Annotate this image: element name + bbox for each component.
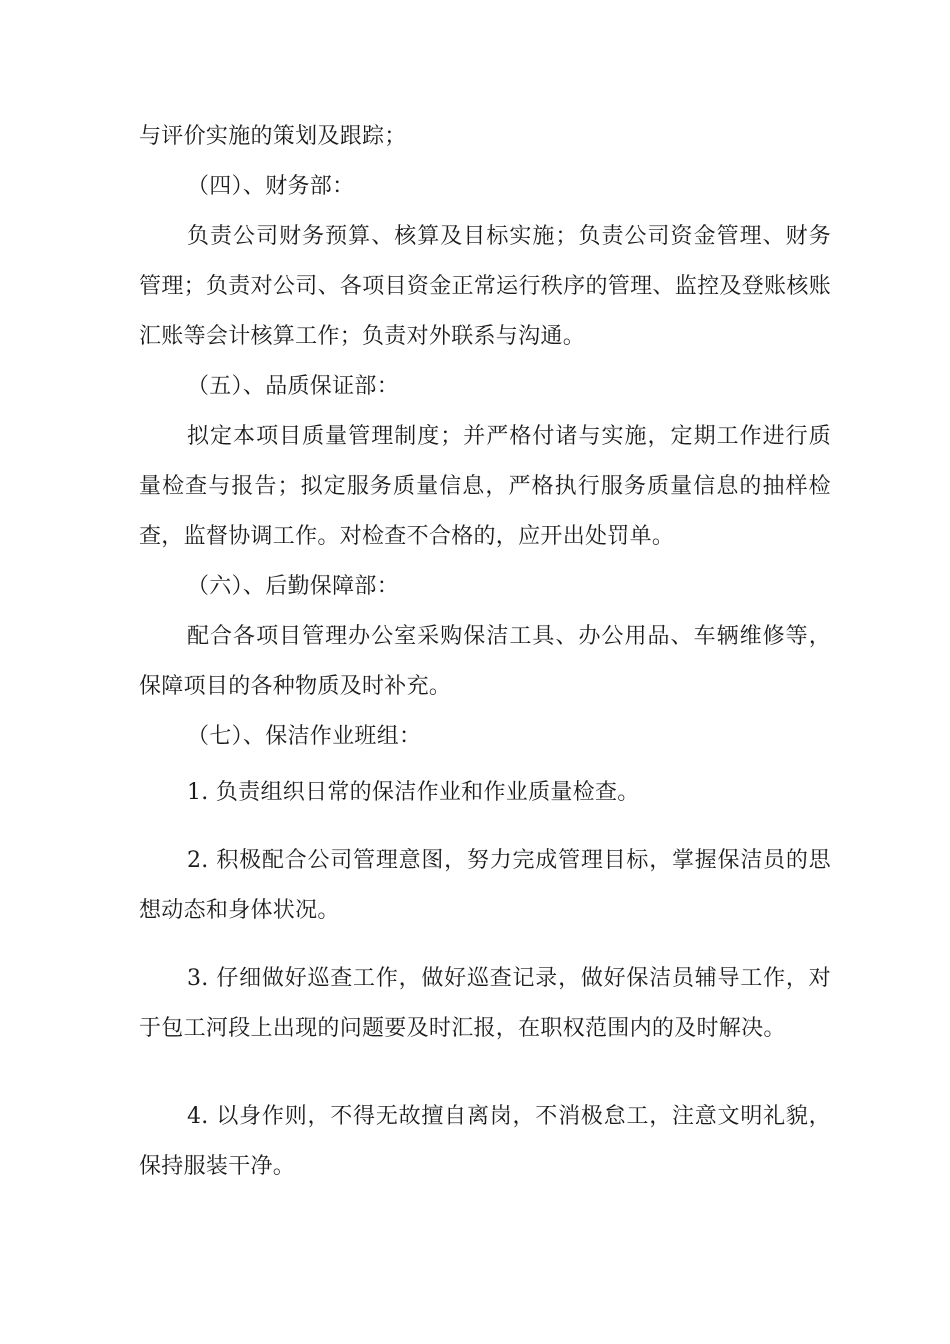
paragraph-quality: 拟定本项目质量管理制度；并严格付诸与实施，定期工作进行质量检查与报告；拟定服务质量信息，严格执行服务质量信息的抽样检查，监督协调工作。对检查不合格的，应开出处罚单。 [139,424,831,549]
paragraph-finance: 负责公司财务预算、核算及目标实施；负责公司资金管理、财务管理；负责对公司、各项目资金正常运行秩序的管理、监控及登账核账汇账等会计核算工作；负责对外联系与沟通。 [139,224,831,349]
paragraph-continuation: 与评价实施的策划及跟踪； [139,124,407,149]
section-heading-quality: （五）、品质保证部： [187,374,400,399]
numbered-item-3: 3. 仔细做好巡查工作，做好巡查记录，做好保洁员辅导工作，对于包工河段上出现的问题要及时汇报，在职权范围内的及时解决。 [139,966,831,1041]
document-body [139,112,831,1192]
paragraph-logistics: 配合各项目管理办公室采购保洁工具、办公用品、车辆维修等，保障项目的各种物质及时补充。 [139,624,831,699]
section-heading-finance: （四）、财务部： [187,174,355,199]
section-heading-logistics: （六）、后勤保障部： [187,574,400,599]
numbered-item-1: 1. 负责组织日常的保洁作业和作业质量检查。 [187,780,640,805]
section-heading-cleaning-team: （七）、保洁作业班组： [187,724,422,749]
numbered-item-4: 4. 以身作则，不得无故擅自离岗，不消极怠工，注意文明礼貌，保持服装干净。 [139,1104,831,1179]
numbered-item-2: 2. 积极配合公司管理意图，努力完成管理目标，掌握保洁员的思想动态和身体状况。 [139,848,831,923]
